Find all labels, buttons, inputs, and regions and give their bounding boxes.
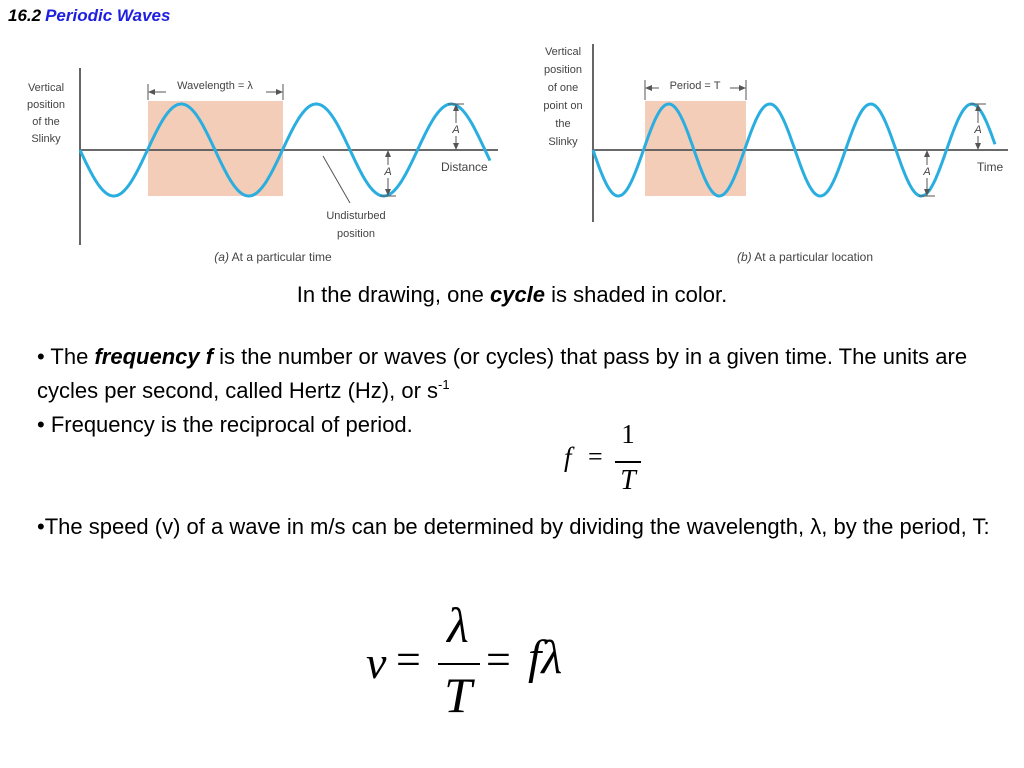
formula-v-fraction-bar <box>438 663 480 665</box>
formula-v-rhs: fλ <box>528 631 563 684</box>
undisturbed-pointer <box>323 156 350 203</box>
svg-text:Vertical: Vertical <box>27 82 65 94</box>
wavelength-label: Wavelength = λ <box>177 80 253 92</box>
y-axis-label <box>543 46 582 148</box>
svg-text:of the: of the <box>32 116 60 128</box>
svg-text:Slinky: Slinky <box>31 133 61 145</box>
figure-b-wave-diagram <box>520 0 1020 270</box>
svg-text:position: position <box>27 99 65 111</box>
formula-v-denominator: T <box>444 667 472 723</box>
time-axis-label: Time <box>977 160 1004 174</box>
amplitude-label-lower: A <box>384 166 392 178</box>
cycle-caption: In the drawing, one cycle is shaded in color. <box>296 282 728 307</box>
section-number: 16.2 <box>8 6 42 25</box>
amplitude-label-upper: A <box>452 124 460 136</box>
formula-f-equals: = <box>588 442 603 471</box>
formula-v-numerator: λ <box>447 597 469 653</box>
figure-a-wave-diagram <box>0 0 520 270</box>
svg-text:position: position <box>337 228 375 240</box>
figure-b-caption: (b) At a particular location <box>736 250 874 264</box>
y-axis-label <box>27 82 65 145</box>
svg-text:Slinky: Slinky <box>548 136 578 148</box>
svg-text:position: position <box>544 64 582 76</box>
formula-v-lhs: v <box>366 637 387 688</box>
frequency-definition-bullet: • The frequency f is the number or waves (or cycles) that pass by in a given time. The units are cycles per second, called Hertz (Hz), or $s^{-1}$ <box>37 344 968 403</box>
formula-f-denominator: T <box>620 465 636 496</box>
distance-axis-label: Distance <box>441 160 488 174</box>
svg-text:the: the <box>555 118 571 130</box>
formula-f-numerator: 1 <box>621 419 635 449</box>
amplitude-label-upper: A <box>974 124 982 136</box>
wave-speed-formula <box>360 597 600 730</box>
wave-speed-bullet: •The speed (v) of a wave in m/s can be determined by dividing the wavelength, λ, by the period, T: <box>37 514 990 539</box>
formula-v-equals: = <box>396 635 421 684</box>
formula-v-equals-2: = <box>486 635 511 684</box>
frequency-formula <box>558 420 648 500</box>
reciprocal-bullet: • Frequency is the reciprocal of period. <box>37 412 413 437</box>
amplitude-label-lower: A <box>923 166 931 178</box>
formula-f-lhs: f <box>564 442 572 472</box>
section-title: Periodic Waves <box>45 6 171 25</box>
undisturbed-position-label <box>326 210 385 240</box>
frequency-term: frequency f <box>94 344 214 369</box>
inverse-seconds-exponent: -1 <box>438 377 450 392</box>
svg-text:of one: of one <box>547 82 579 94</box>
svg-text:Undisturbed: Undisturbed <box>326 210 386 222</box>
svg-text:point on: point on <box>543 100 583 112</box>
figure-a-caption: (a) At a particular time <box>214 250 332 264</box>
period-label: Period = T <box>669 80 721 92</box>
cycle-term: cycle <box>489 282 546 307</box>
formula-f-fraction-bar <box>615 461 641 463</box>
svg-text:Vertical: Vertical <box>544 46 582 58</box>
